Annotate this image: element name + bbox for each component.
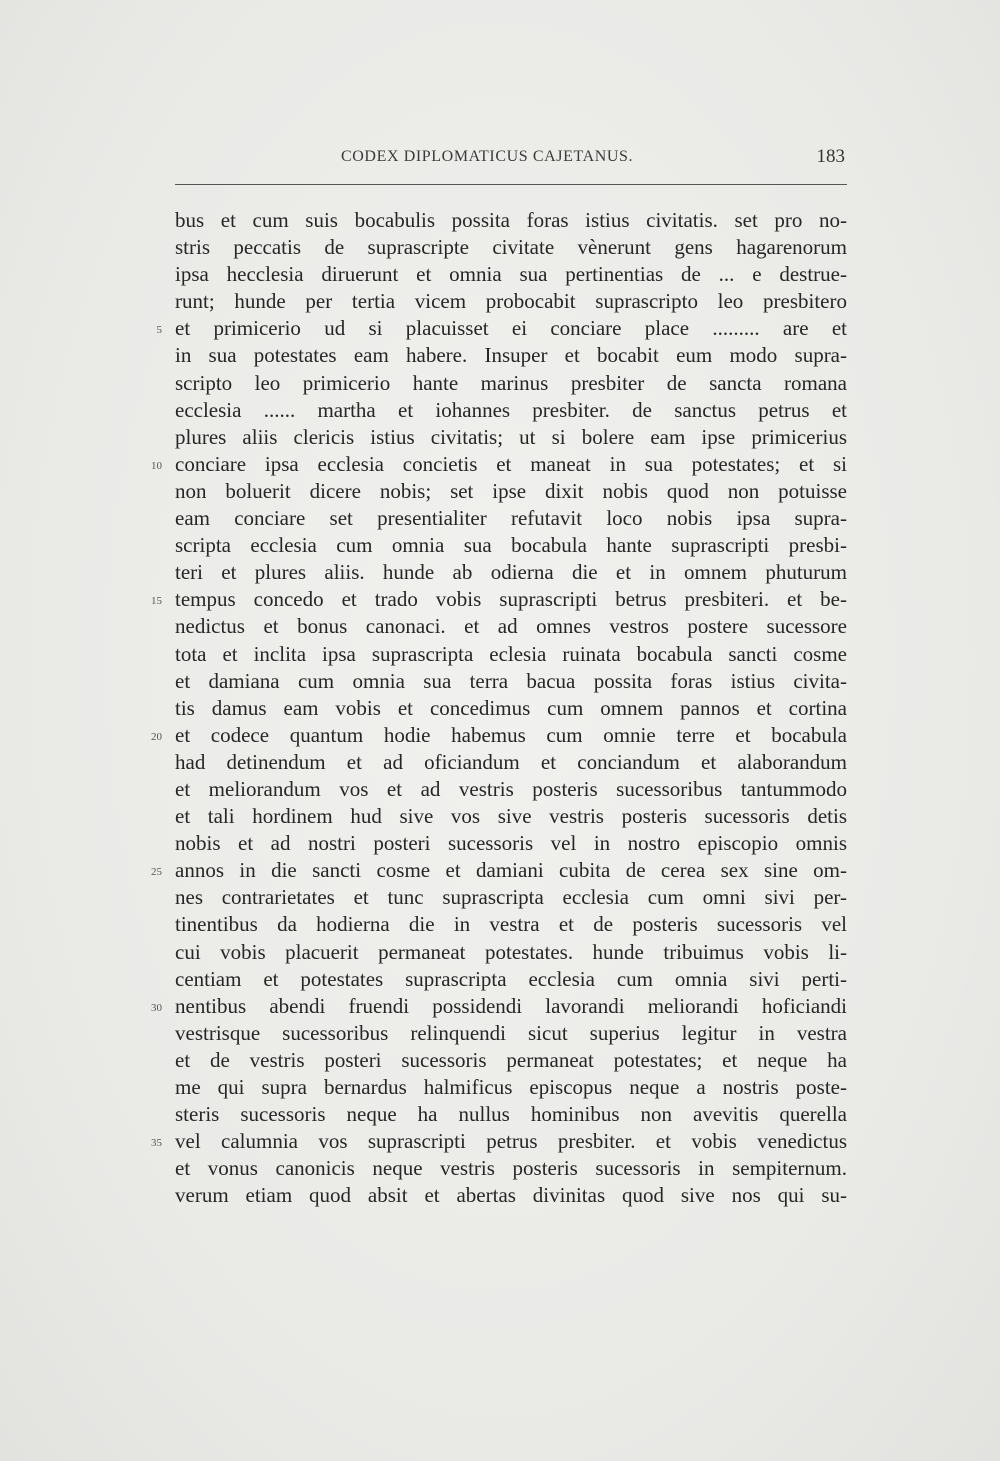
text-line: vel calumnia vos suprascripti petrus presbiter. et vobis venedictus [175,1129,847,1154]
text-line: tinentibus da hodierna die in vestra et de posteris sucessoris vel [175,912,847,937]
text-line: et de vestris posteri sucessoris permaneat potestates; et neque ha [175,1047,847,1072]
text-line: et tali hordinem hud sive vos sive vestris posteris sucessoris detis [175,804,847,829]
text-line: tempus concedo et trado vobis suprascripti betrus presbiteri. et be- [175,587,847,612]
text-line: scripto leo primicerio hante marinus presbiter de sancta romana [175,370,847,395]
text-line: vestrisque sucessoribus relinquendi sicut superius legitur in vestra [175,1020,847,1045]
running-title: CODEX DIPLOMATICUS CAJETANUS. [341,148,634,165]
text-line: nedictus et bonus canonaci. et ad omnes vestros postere sucessore [175,614,847,639]
text-line: verum etiam quod absit et abertas divinitas quod sive nos qui su- [175,1183,847,1208]
text-line: non boluerit dicere nobis; set ipse dixit nobis quod non potuisse [175,478,847,503]
text-line: et primicerio ud si placuisset ei conciare place ......... are et [175,316,847,341]
body-text [175,207,847,1209]
header-rule [175,184,847,185]
text-line: annos in die sancti cosme et damiani cubita de cerea sex sine om- [175,858,847,883]
text-line: cui vobis placuerit permaneat potestates. hunde tribuimus vobis li- [175,939,847,964]
margin-line-number: 30 [151,1001,162,1014]
running-head [175,148,847,178]
margin-line-number: 15 [151,595,162,608]
text-line: me qui supra bernardus halmificus episcopus neque a nostris poste- [175,1075,847,1099]
margin-line-number: 5 [156,324,162,337]
text-line: ecclesia ...... martha et iohannes presbiter. de sanctus petrus et [175,397,847,422]
text-line: teri et plures aliis. hunde ab odierna die et in omnem phuturum [175,560,847,585]
text-line: runt; hunde per tertia vicem probocabit suprascripto leo presbitero [175,289,847,314]
page-number: 183 [816,146,845,167]
margin-line-number: 10 [151,459,162,472]
text-line: ipsa hecclesia diruerunt et omnia sua pertinentias de ... e destrue- [175,262,847,287]
text-line: tota et inclita ipsa suprascripta eclesia ruinata bocabula sancti cosme [175,641,847,666]
text-line: et vonus canonicis neque vestris posteris sucessoris in sempiternum. [175,1156,847,1181]
text-line: centiam et potestates suprascripta ecclesia cum omnia sivi perti- [175,966,847,991]
text-line: eam conciare set presentialiter refutavit loco nobis ipsa supra- [175,506,847,531]
text-line: steris sucessoris neque ha nullus hominibus non avevitis querella [175,1102,847,1127]
text-line: stris peccatis de suprascripte civitate vènerunt gens hagarenorum [175,235,847,260]
margin-line-number: 20 [151,730,162,743]
text-line: had detinendum et ad oficiandum et conciandum et alaborandum [175,749,847,774]
text-line: in sua potestates eam habere. Insuper et bocabit eum modo supra- [175,343,847,368]
text-line: et meliorandum vos et ad vestris posteris sucessoribus tantummodo [175,776,847,801]
text-line: bus et cum suis bocabulis possita foras istius civitatis. set pro no- [175,208,847,232]
text-line: tis damus eam vobis et concedimus cum omnem pannos et cortina [175,695,847,720]
text-line: plures aliis clericis istius civitatis; ut si bolere eam ipse primicerius [175,424,847,449]
text-line: et codece quantum hodie habemus cum omnie terre et bocabula [175,722,847,747]
text-line: nobis et ad nostri posteri sucessoris vel in nostro episcopio omnis [175,831,847,856]
text-line: et damiana cum omnia sua terra bacua possita foras istius civita- [175,668,847,693]
margin-line-number: 25 [151,866,162,879]
text-line: scripta ecclesia cum omnia sua bocabula hante suprascripti presbi- [175,533,847,558]
text-line: nentibus abendi fruendi possidendi lavorandi meliorandi hoficiandi [175,993,847,1018]
margin-line-number: 35 [151,1137,162,1150]
text-line: conciare ipsa ecclesia concietis et maneat in sua potestates; et si [175,451,847,476]
text-line: nes contrarietates et tunc suprascripta ecclesia cum omni sivi per- [175,885,847,910]
